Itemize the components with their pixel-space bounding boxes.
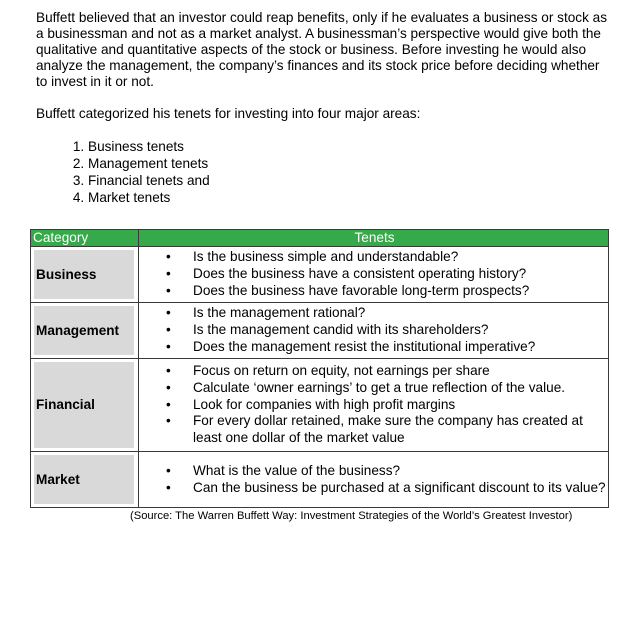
bullet-icon: •	[166, 396, 171, 412]
bullet-icon: •	[166, 338, 171, 354]
bullet-icon: •	[166, 266, 171, 282]
tenets-table	[30, 229, 609, 508]
list-item: 3. Financial tenets and	[88, 172, 621, 189]
bullet-icon: •	[166, 322, 171, 338]
bullet-icon: •	[166, 379, 171, 395]
bullet-icon: •	[166, 479, 171, 495]
tenets-cell	[139, 303, 609, 359]
table-row	[31, 303, 609, 359]
list-item: 2. Management tenets	[88, 155, 621, 172]
category-cell	[31, 247, 139, 303]
bullet-icon: •	[166, 249, 171, 265]
tenet-item: • Focus on return on equity, not earnings per share	[166, 363, 490, 379]
table-row	[31, 247, 609, 303]
category-cell	[31, 452, 139, 508]
category-label: Financial	[34, 362, 134, 448]
table-row	[31, 452, 609, 508]
category-label: Business	[34, 250, 134, 299]
bullet-icon: •	[166, 363, 171, 379]
tenets-cell	[139, 359, 609, 452]
category-label: Market	[34, 455, 134, 504]
tenets-list	[139, 304, 608, 356]
intro-paragraph: Buffett believed that an investor could reap benefits, only if he evaluates a business or stock as a businessman and not as a market analyst. A businessman’s perspective would give both the qualitative and quantitative aspects of the stock or business. Before investing he would also analyze the management, the company’s finances and its stock price before deciding whether to invest in it or not.	[36, 10, 608, 89]
tenet-item: • Look for companies with high profit margins	[166, 396, 456, 412]
tenet-item: • Does the management resist the institutional imperative?	[166, 338, 536, 354]
header-category: Category	[31, 230, 139, 247]
tenet-item: • Is the management rational?	[166, 305, 366, 321]
bullet-icon: •	[166, 462, 171, 478]
tenet-item: • Does the business have a consistent operating history?	[166, 266, 527, 282]
tenets-list	[139, 362, 608, 448]
bullet-icon: •	[166, 282, 171, 298]
tenet-item: • Does the business have favorable long-term prospects?	[166, 282, 530, 298]
tenet-item: • Calculate ‘owner earnings’ to get a true reflection of the value.	[166, 379, 566, 395]
tenet-item: • Is the management candid with its shareholders?	[166, 322, 489, 338]
header-tenets: Tenets	[139, 230, 609, 247]
category-cell	[31, 303, 139, 359]
tenets-list	[139, 248, 608, 300]
tenet-item: • For every dollar retained, make sure the company has created at least one dollar of the market value	[166, 413, 583, 446]
table-header-row	[31, 230, 609, 247]
table-row	[31, 359, 609, 452]
bullet-icon: •	[166, 413, 171, 429]
tenet-item: • What is the value of the business?	[166, 462, 401, 478]
document-body	[36, 10, 621, 206]
tenets-intro-paragraph: Buffett categorized his tenets for investing into four major areas:	[36, 106, 421, 121]
category-label: Management	[34, 306, 134, 355]
list-item: 4. Market tenets	[88, 189, 621, 206]
tenet-item: • Can the business be purchased at a significant discount to its value?	[166, 479, 606, 495]
bullet-icon: •	[166, 305, 171, 321]
tenets-cell	[139, 247, 609, 303]
tenet-item: • Is the business simple and understandable?	[166, 249, 459, 265]
tenets-cell	[139, 452, 609, 508]
tenet-areas-list	[36, 138, 621, 206]
category-cell	[31, 359, 139, 452]
source-citation: (Source: The Warren Buffett Way: Investment Strategies of the World’s Greatest Investor)	[130, 510, 573, 522]
list-item: 1. Business tenets	[88, 138, 621, 155]
tenets-list	[139, 462, 608, 497]
